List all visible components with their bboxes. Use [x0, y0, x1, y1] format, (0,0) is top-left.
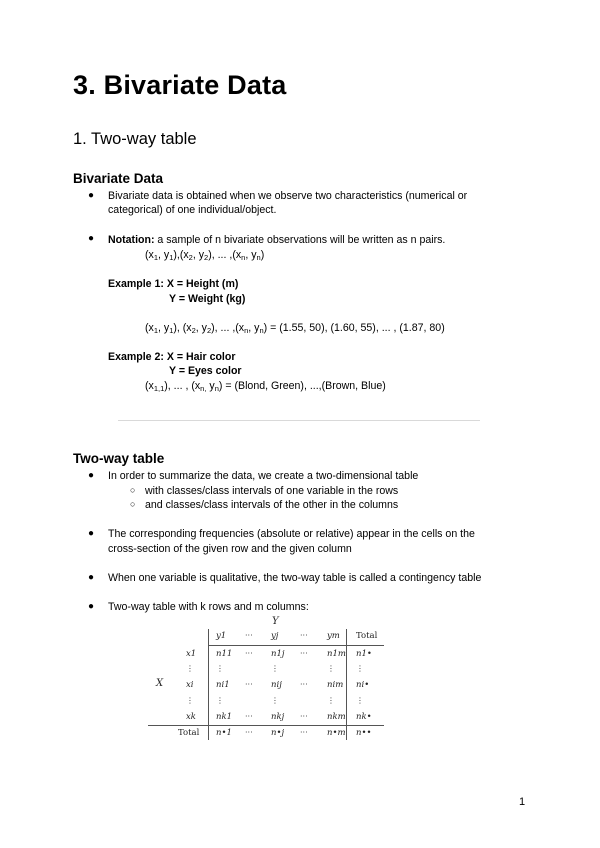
notation-paragraph	[108, 233, 445, 247]
horizontal-divider	[118, 420, 480, 421]
table-cell: ⋮	[271, 664, 279, 673]
total-rule	[148, 725, 384, 726]
table-cell: nij	[271, 680, 282, 690]
table-cell: ···	[245, 728, 253, 737]
sub-bullet-icon: ○	[130, 499, 136, 509]
total-col-rule	[346, 629, 347, 740]
twoway-intro: In order to summarize the data, we create a two-dimensional table	[108, 470, 419, 482]
table-cell: ···	[245, 712, 253, 721]
bivariate-heading: Bivariate Data	[73, 171, 164, 186]
table-cell: ⋮	[271, 696, 279, 705]
table-cell: ⋮	[327, 696, 335, 705]
table-cell: nim	[327, 680, 344, 690]
table-col-head: ···	[300, 631, 308, 640]
bivariate-definition-line2: categorical) of one individual/object.	[108, 204, 277, 216]
example2-values: $(x_{1,1})$, ... , ($x_{n,}$ $y_n$) = (Blond, Green), ...,(Brown, Blue)	[145, 380, 386, 393]
twoway-frequencies	[108, 527, 526, 541]
table-row-label: xk	[186, 712, 196, 722]
table-cell: nkj	[271, 712, 285, 722]
col-variable-label: Y	[272, 616, 279, 627]
twoway-shape: Two-way table with k rows and m columns:	[108, 601, 309, 613]
row-label-rule	[208, 629, 209, 740]
table-cell: n•j	[271, 728, 285, 738]
table-cell: ⋮	[356, 696, 364, 705]
table-row-label: ⋮	[186, 664, 194, 673]
section-heading: 1. Two-way table	[73, 130, 197, 148]
table-cell: n••	[356, 728, 372, 738]
example1-y: Y = Weight (kg)	[169, 293, 246, 305]
table-cell: n11	[216, 649, 233, 659]
table-cell: ⋮	[356, 664, 364, 673]
header-rule	[208, 645, 384, 646]
table-cell: n1•	[356, 649, 372, 659]
table-row-label: xi	[186, 680, 194, 690]
table-cell: ···	[300, 712, 308, 721]
table-col-head: Total	[356, 631, 378, 641]
table-cell: ···	[300, 680, 308, 689]
table-cell: ⋮	[216, 664, 224, 673]
example2-y: Y = Eyes color	[169, 365, 242, 377]
twoway-frequencies-line2: cross-section of the given row and the given column	[108, 543, 352, 555]
bivariate-definition	[108, 189, 526, 203]
twoway-frequencies-line1: The corresponding frequencies (absolute or relative) appear in the cells on the	[108, 528, 475, 540]
bivariate-definition-line1: Bivariate data is obtained when we observe two characteristics (numerical or	[108, 190, 468, 202]
bullet-icon: ●	[88, 572, 95, 583]
sub-bullet-icon: ○	[130, 485, 136, 495]
notation-text: a sample of n bivariate observations will be written as n pairs.	[154, 234, 446, 246]
bullet-icon: ●	[88, 470, 95, 481]
table-cell: nkm	[327, 712, 346, 722]
table-cell: nk1	[216, 712, 233, 722]
row-variable-label: X	[156, 678, 164, 689]
table-cell: n1j	[271, 649, 285, 659]
table-col-head: ···	[245, 631, 253, 640]
table-cell: ···	[300, 728, 308, 737]
example1-values-text: = (1.55, 50), (1.60, 55), ... , (1.87, 80)	[270, 322, 445, 334]
twoway-heading: Two-way table	[73, 451, 165, 466]
twoway-sub1: with classes/class intervals of one variable in the rows	[145, 485, 399, 497]
table-cell: nk•	[356, 712, 372, 722]
table-cell: ⋮	[216, 696, 224, 705]
table-cell: ni1	[216, 680, 230, 690]
table-cell: n•m	[327, 728, 346, 738]
example2-values-text: = (Blond, Green), ...,(Brown, Blue)	[225, 380, 386, 392]
bullet-icon: ●	[88, 601, 95, 612]
bullet-icon: ●	[88, 233, 95, 244]
twoway-sub2: and classes/class intervals of the other in the columns	[145, 499, 399, 511]
notation-pairs: ($x_1$, $y_1),(x_2$, $y_2$), ... $,(x_n$, $y_n$)	[145, 249, 265, 262]
notation-label: Notation:	[108, 234, 155, 246]
table-cell: ⋮	[327, 664, 335, 673]
table-row-label: Total	[178, 728, 200, 738]
table-cell: ···	[245, 680, 253, 689]
example2-label: Example 2: X = Hair color	[108, 351, 236, 363]
table-cell: n•1	[216, 728, 232, 738]
example1-values: ($x_1$, $y_1$), ($x_2$, $y_2$), ... $,(x_n$, $y_n) = (1.55$, 50), (1.60, 55), ... , (1.87, 80)	[145, 322, 445, 335]
table-row-label: x1	[186, 649, 197, 659]
table-cell: n1m	[327, 649, 346, 659]
table-cell: ···	[245, 649, 253, 658]
table-cell: ···	[300, 649, 308, 658]
page-title: 3. Bivariate Data	[73, 70, 287, 100]
page-number: 1	[519, 796, 526, 808]
table-col-head: yj	[271, 631, 279, 641]
bullet-icon: ●	[88, 190, 95, 201]
contingency-definition: When one variable is qualitative, the two-way table is called a contingency table	[108, 572, 482, 584]
table-cell: ni•	[356, 680, 370, 690]
table-col-head: y1	[216, 631, 227, 641]
table-col-head: ym	[327, 631, 340, 641]
example1-label: Example 1: X = Height (m)	[108, 278, 239, 290]
table-row-label: ⋮	[186, 696, 194, 705]
two-way-table-figure	[148, 616, 388, 740]
bullet-icon: ●	[88, 528, 95, 539]
